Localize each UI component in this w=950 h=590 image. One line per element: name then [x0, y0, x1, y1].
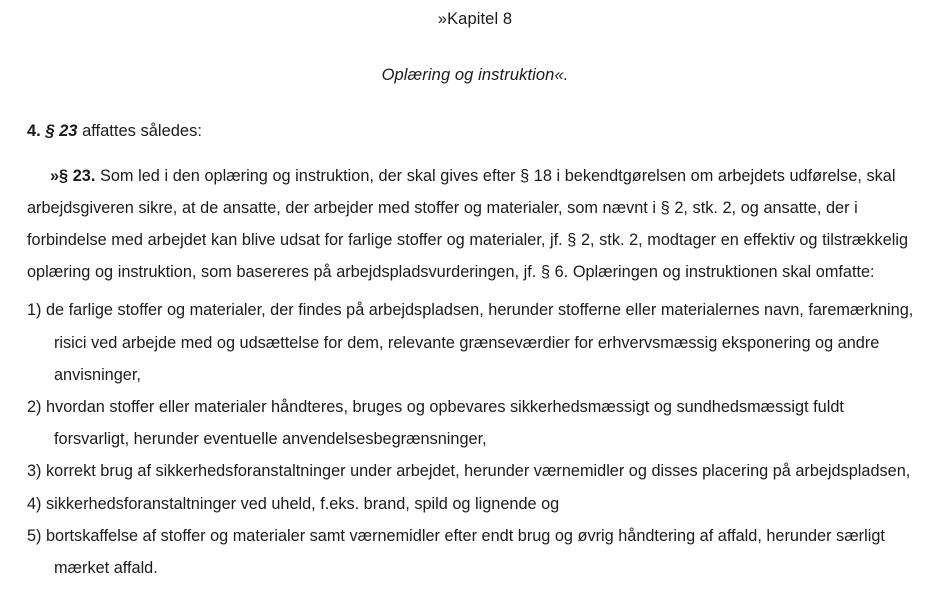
- list-item: 3) korrekt brug af sikkerhedsforanstaltninger under arbejdet, herunder værnemidler og disses placering på arbejdspladsen,: [27, 462, 911, 481]
- list-item: 1) de farlige stoffer og materialer, der findes på arbejdspladsen, herunder stofferne eller materialernes navn, faremærkning, risici ved arbejde med og udsættelse for dem, relevante grænseværdier for erhvervsmæssig eksponering og andre anvisninger,: [27, 301, 914, 384]
- section-23-paragraph: [0, 140, 950, 289]
- list-item: 5) bortskaffelse af stoffer og materialer samt værnemidler efter endt brug og øvrig håndtering af affald, herunder særligt mærket affald.: [27, 526, 885, 577]
- amendment-lead-line: [0, 83, 950, 140]
- requirements-list: [0, 288, 950, 584]
- paragraph-body-text: Som led i den oplæring og instruktion, der skal gives efter § 18 i bekendtgørelsen om arbejdets udførelse, skal arbejdsgiveren sikre, at de ansatte, der arbejder med stoffer og materialer, som nævnt i § 2, stk. 2, og ansatte, der i forbindelse med arbejdet kan blive udsat for farlige stoffer og materialer, jf. § 2, stk. 2, modtager en effektiv og tilstrækkelig oplæring og instruktion, som basereres på arbejdspladsvurderingen, jf. § 6. Oplæringen og instruktionen skal omfatte:: [27, 166, 909, 282]
- chapter-heading: »Kapitel 8: [437, 10, 513, 28]
- list-item: 2) hvordan stoffer eller materialer håndteres, bruges og opbevares sikkerhedsmæssigt og sundhedsmæssigt fuldt forsvarligt, herunder eventuelle anvendelsesbegrænsninger,: [27, 397, 844, 449]
- amendment-section-reference: § 23: [45, 122, 78, 140]
- chapter-subtitle: Oplæring og instruktion«.: [381, 65, 569, 84]
- list-item: 4) sikkerhedsforanstaltninger ved uheld, f.eks. brand, spild og lignende og: [27, 494, 560, 513]
- paragraph-lead-marker: »§ 23.: [50, 166, 96, 185]
- amendment-rest-text: affattes således:: [77, 122, 202, 140]
- amendment-number: 4.: [27, 122, 41, 140]
